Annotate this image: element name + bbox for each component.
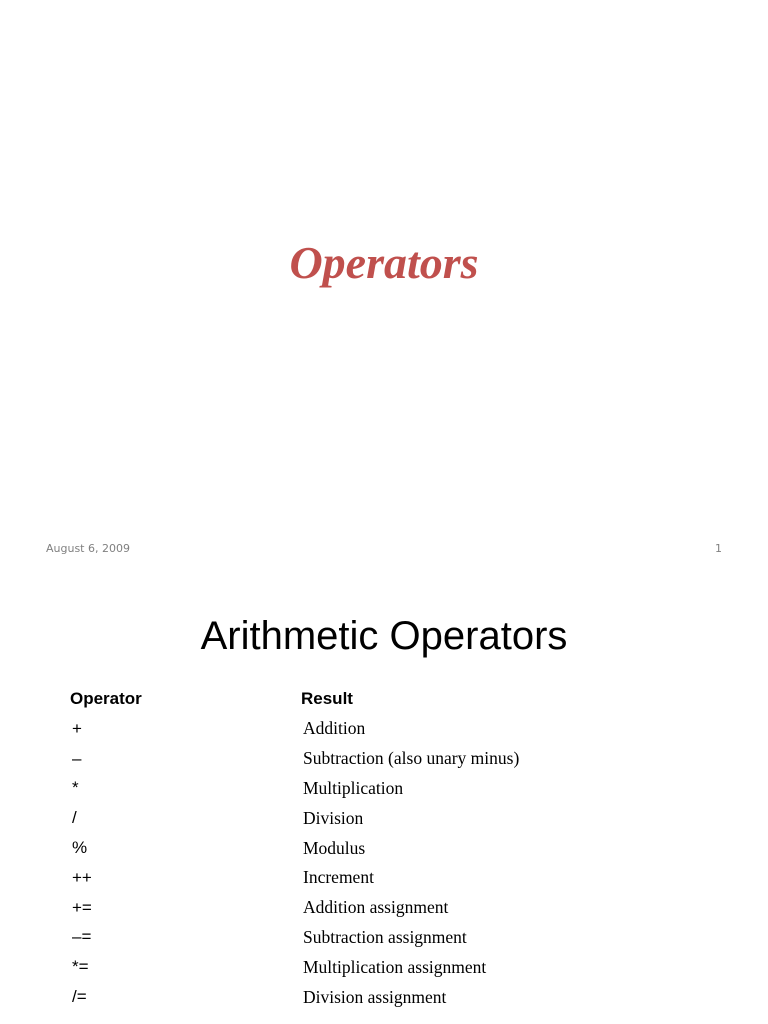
- operator-cell: /=: [72, 987, 87, 1007]
- table-row: [70, 893, 710, 923]
- result-cell: Modulus: [303, 837, 366, 858]
- table-header: [70, 684, 710, 714]
- table-row: [70, 923, 710, 953]
- result-cell: Multiplication: [303, 777, 404, 798]
- result-cell: Subtraction assignment: [303, 926, 467, 947]
- table-row: [70, 803, 710, 833]
- operator-cell: %: [72, 838, 88, 858]
- table-row: [70, 774, 710, 804]
- result-cell: Increment: [303, 867, 374, 888]
- table-row: [70, 714, 710, 744]
- result-cell: Division assignment: [303, 986, 447, 1007]
- footer-date: August 6, 2009: [46, 542, 130, 555]
- slide-title: Arithmetic Operators: [200, 614, 568, 658]
- table-row: [70, 982, 710, 1012]
- table-row: [70, 744, 710, 774]
- table-row: [70, 863, 710, 893]
- page-number: 1: [715, 542, 722, 555]
- result-cell: Subtraction (also unary minus): [303, 748, 520, 769]
- operator-cell: *: [72, 778, 79, 798]
- result-cell: Multiplication assignment: [303, 956, 487, 977]
- column-header-result: Result: [301, 689, 353, 708]
- operator-cell: *=: [72, 957, 89, 977]
- operator-cell: –: [72, 748, 82, 768]
- operator-cell: ++: [72, 867, 92, 887]
- operator-cell: /: [72, 808, 77, 828]
- slide-2: [0, 576, 768, 1024]
- slide-title: Operators: [289, 237, 479, 288]
- operator-cell: –=: [72, 927, 92, 947]
- operator-cell: +=: [72, 897, 92, 917]
- result-cell: Addition: [303, 718, 366, 739]
- operator-cell: +: [72, 718, 82, 738]
- table-row: [70, 833, 710, 863]
- result-cell: Addition assignment: [303, 897, 449, 918]
- operator-table: [70, 684, 710, 1012]
- result-cell: Division: [303, 807, 364, 828]
- column-header-operator: Operator: [70, 689, 142, 708]
- table-row: [70, 952, 710, 982]
